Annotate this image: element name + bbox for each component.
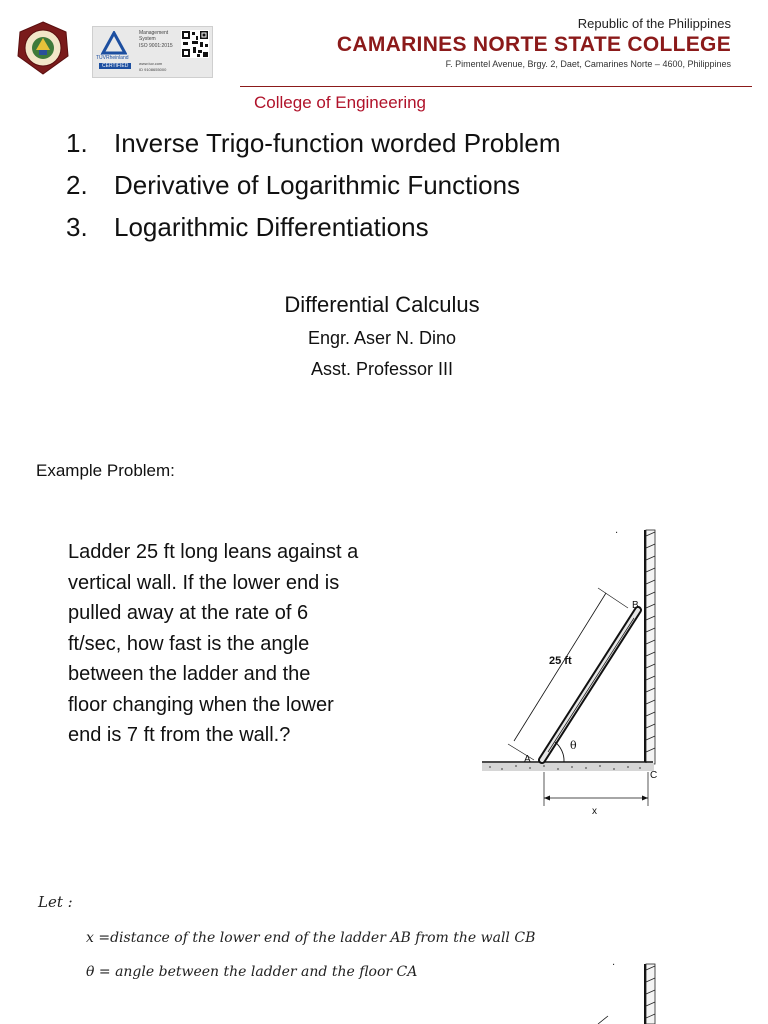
tuv-certification-badge	[92, 26, 213, 78]
college-name: CAMARINES NORTE STATE COLLEGE	[336, 33, 731, 56]
definition-symbol: x	[86, 930, 94, 946]
length-dimension-line	[514, 593, 606, 741]
distance-label: x	[592, 806, 597, 816]
cert-label: CERTIFIED	[99, 63, 131, 69]
topic-number: 1.	[66, 128, 88, 158]
definition-text: =distance of the lower end of the ladder AB from the wall CB	[93, 930, 536, 946]
let-heading: Let :	[38, 893, 73, 911]
republic-text: Republic of the Philippines	[577, 16, 731, 31]
cert-id: ID 9108655000	[139, 67, 167, 72]
topic-text: Inverse Trigo-function worded Problem	[114, 128, 561, 158]
header-divider	[240, 86, 752, 87]
ladder-figure	[478, 526, 668, 816]
instructor-name: Engr. Aser N. Dino	[307, 328, 457, 348]
qr-code-icon	[181, 30, 209, 58]
college-seal-logo	[16, 20, 70, 76]
topic-number: 3.	[66, 212, 88, 242]
problem-statement	[68, 537, 418, 751]
problem-line: end is 7 ft from the wall.?	[68, 724, 291, 746]
topic-text: Derivative of Logarithmic Functions	[114, 170, 521, 200]
length-label: 25 ft	[549, 655, 572, 667]
instructor-position: Asst. Professor III	[310, 359, 454, 379]
svg-text:·: ·	[612, 960, 616, 971]
definition-item	[86, 964, 417, 980]
topic-item	[66, 212, 429, 243]
college-address: F. Pimentel Avenue, Brgy. 2, Daet, Camarines Norte – 4600, Philippines	[445, 59, 731, 69]
problem-line: Ladder 25 ft long leans against a	[68, 541, 359, 563]
example-heading: Example Problem:	[36, 461, 175, 480]
problem-line: between the ladder and the	[68, 663, 311, 685]
course-title: Differential Calculus	[284, 292, 480, 317]
cert-url: www.tuv.com	[139, 61, 163, 66]
tuv-triangle-icon	[101, 31, 127, 55]
topic-number: 2.	[66, 170, 88, 200]
topic-item	[66, 170, 520, 201]
definition-symbol: θ	[86, 964, 95, 980]
angle-arc	[555, 742, 564, 762]
problem-line: vertical wall. If the lower end is	[68, 571, 340, 594]
topic-item	[66, 128, 561, 159]
ladder-figure-partial	[590, 960, 670, 1024]
problem-line: pulled away at the rate of 6	[68, 602, 309, 624]
definition-item	[86, 930, 535, 946]
point-a-label: A	[524, 754, 531, 765]
cert-brand: TÜVRheinland	[96, 55, 129, 61]
angle-label: θ	[570, 739, 577, 752]
problem-line: floor changing when the lower	[68, 693, 334, 716]
cert-system-text: Management System	[139, 30, 169, 42]
cert-iso-text: ISO 9001:2015	[139, 43, 173, 49]
topic-text: Logarithmic Differentiations	[114, 212, 429, 242]
department-title: College of Engineering	[254, 93, 427, 112]
definition-text: = angle between the ladder and the floor CA	[94, 964, 418, 980]
point-c-label: C	[650, 770, 658, 781]
svg-text:·: ·	[615, 528, 619, 539]
problem-line: ft/sec, how fast is the angle	[68, 632, 310, 655]
wall-hatch	[646, 530, 655, 764]
point-b-label: B	[632, 600, 639, 611]
